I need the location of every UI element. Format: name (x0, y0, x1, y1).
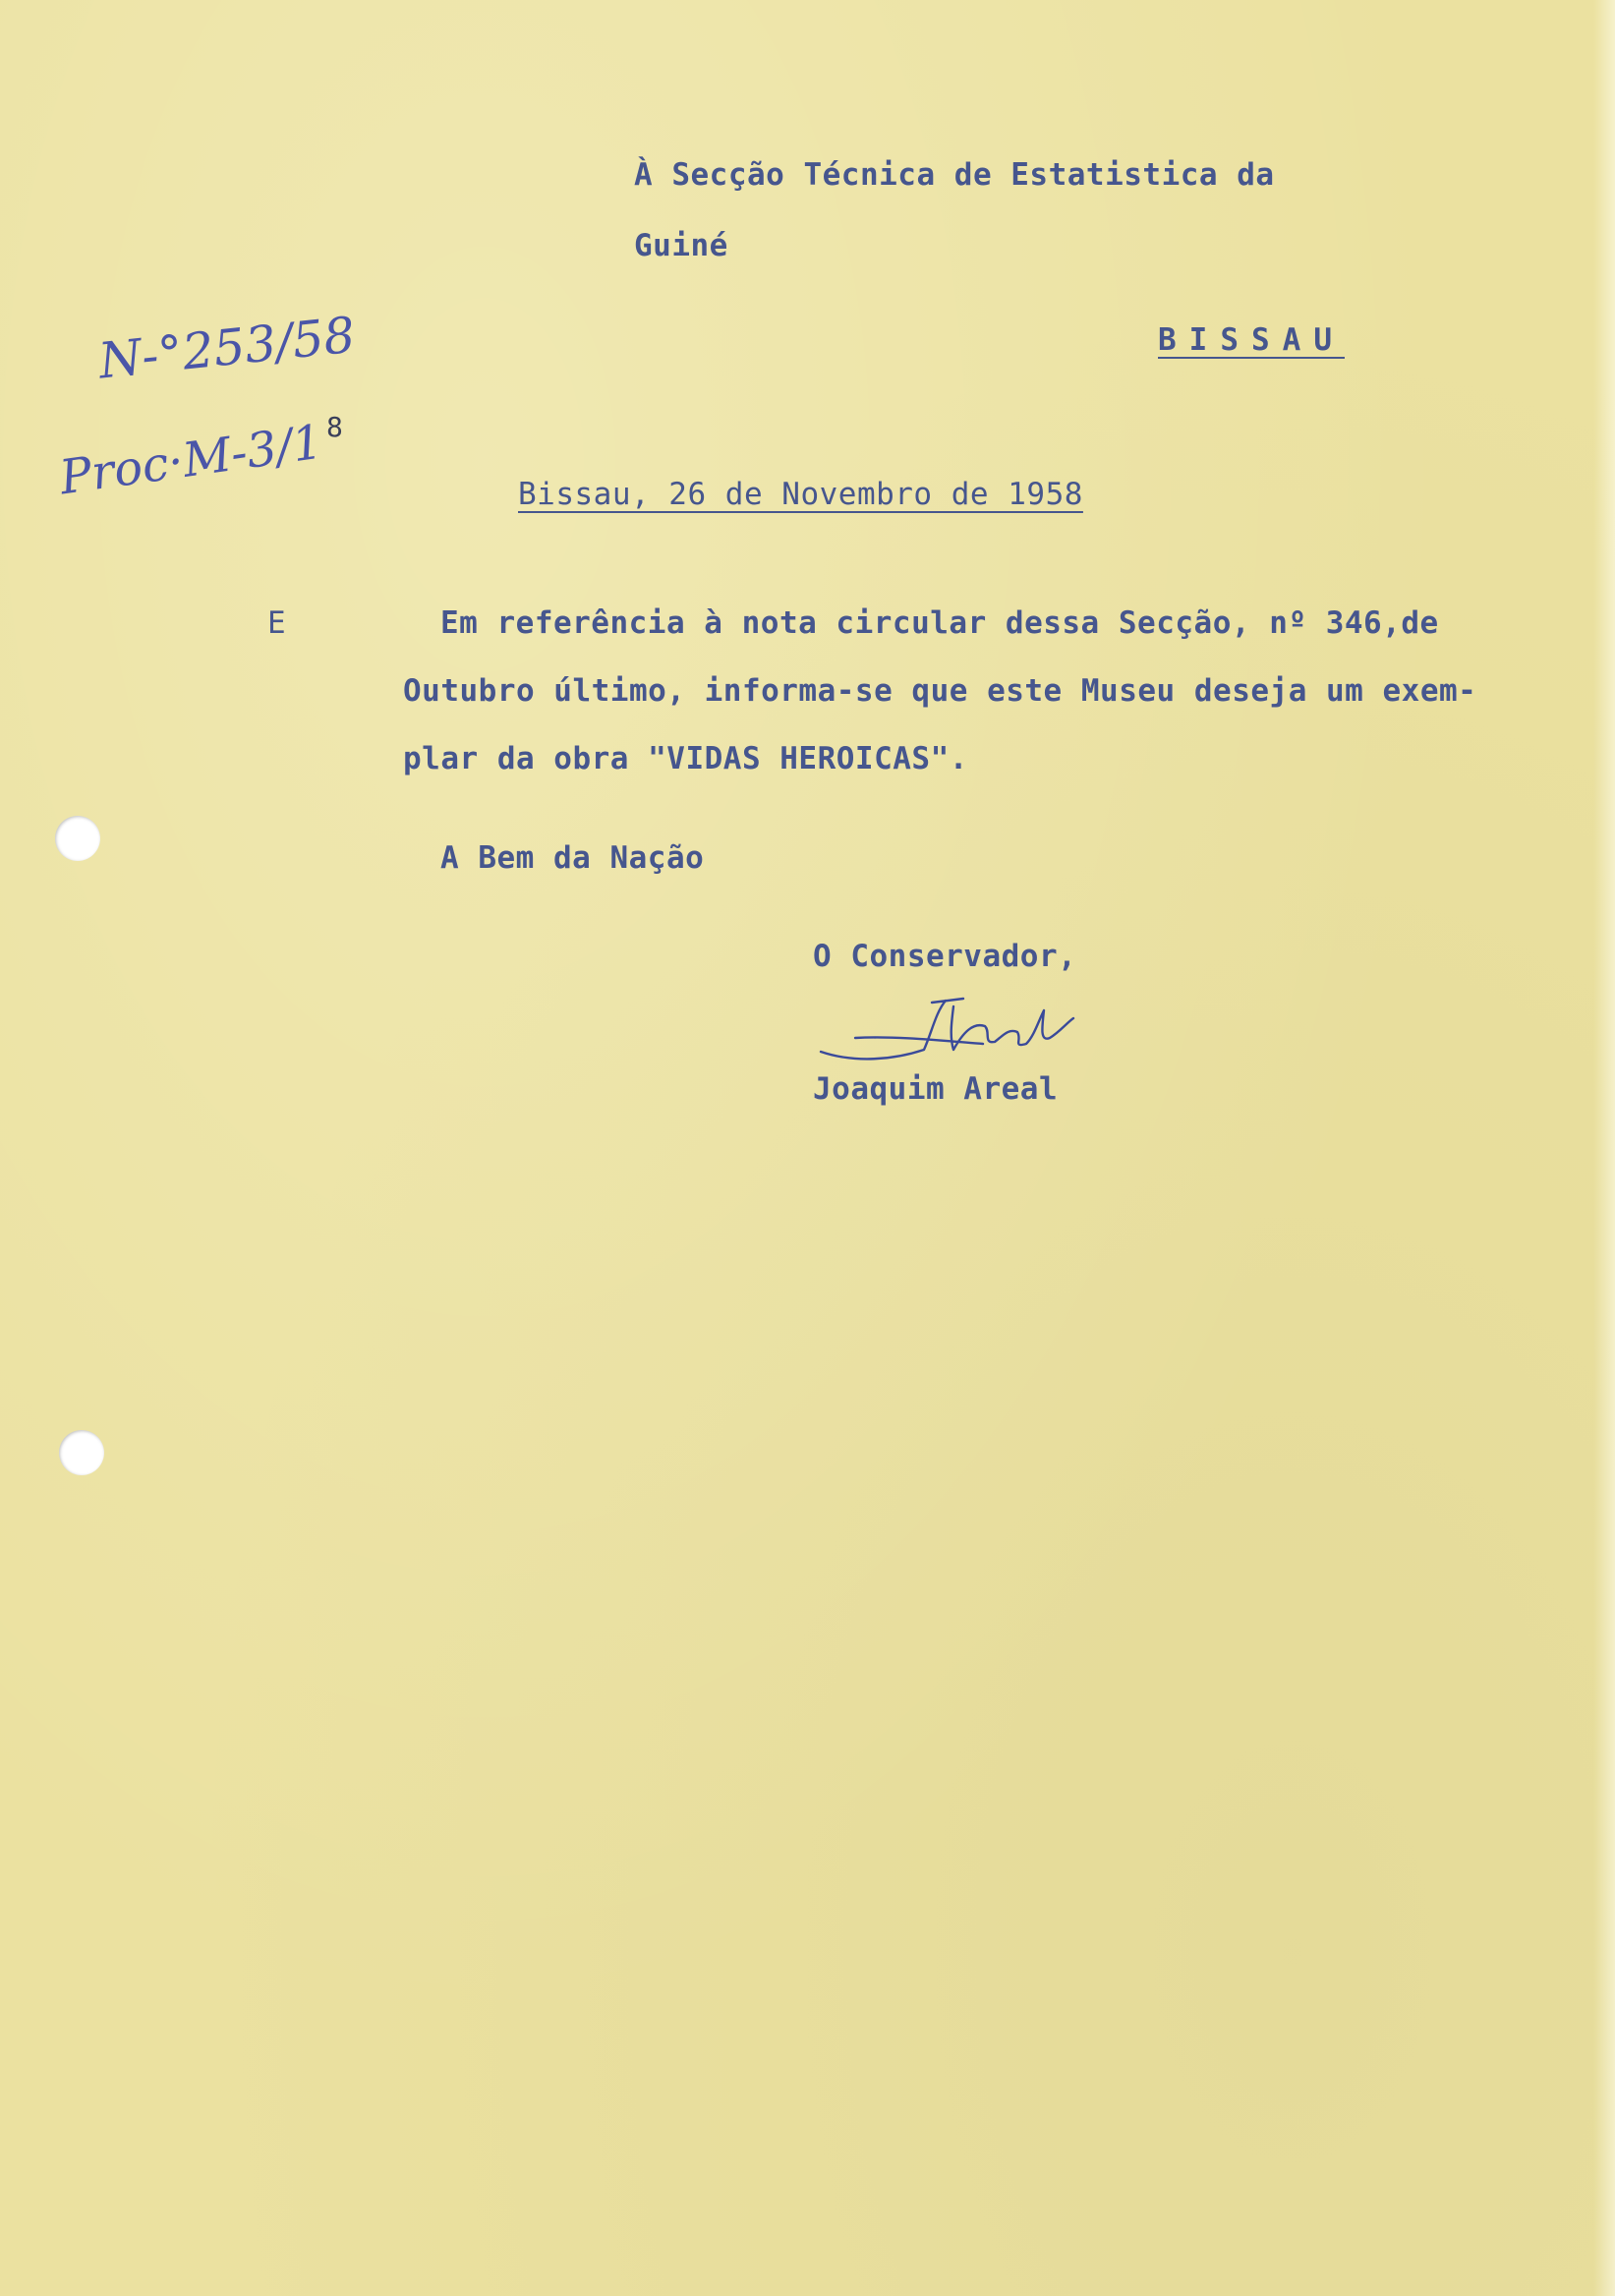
signatory-name: Joaquim Areal (813, 1071, 1059, 1107)
body-line-3: plar da obra "VIDAS HEROICAS". (403, 741, 968, 776)
page-number-mark: 8 (326, 411, 344, 443)
date-line: Bissau, 26 de Novembro de 1958 (518, 477, 1083, 512)
page-edge (1593, 0, 1615, 2296)
signoff-title: O Conservador, (813, 939, 1077, 974)
city-heading: BISSAU (1158, 322, 1345, 358)
handwritten-reference-number: N-°253/58 (95, 306, 358, 390)
body-line-1: Em referência à nota circular dessa Secção, nº 346,de (440, 605, 1439, 641)
handwritten-process-number: Proc·M-3/1 (56, 414, 326, 506)
margin-letter: E (267, 605, 287, 641)
punch-hole-top (55, 816, 100, 861)
addressee-line-2: Guiné (634, 228, 728, 263)
punch-hole-bottom (59, 1430, 104, 1475)
body-line-2: Outubro último, informa-se que este Museu deseja um exem- (403, 673, 1477, 709)
handwritten-signature (816, 993, 1091, 1071)
closing-phrase: A Bem da Nação (440, 840, 705, 876)
addressee-line-1: À Secção Técnica de Estatistica da (634, 157, 1275, 193)
